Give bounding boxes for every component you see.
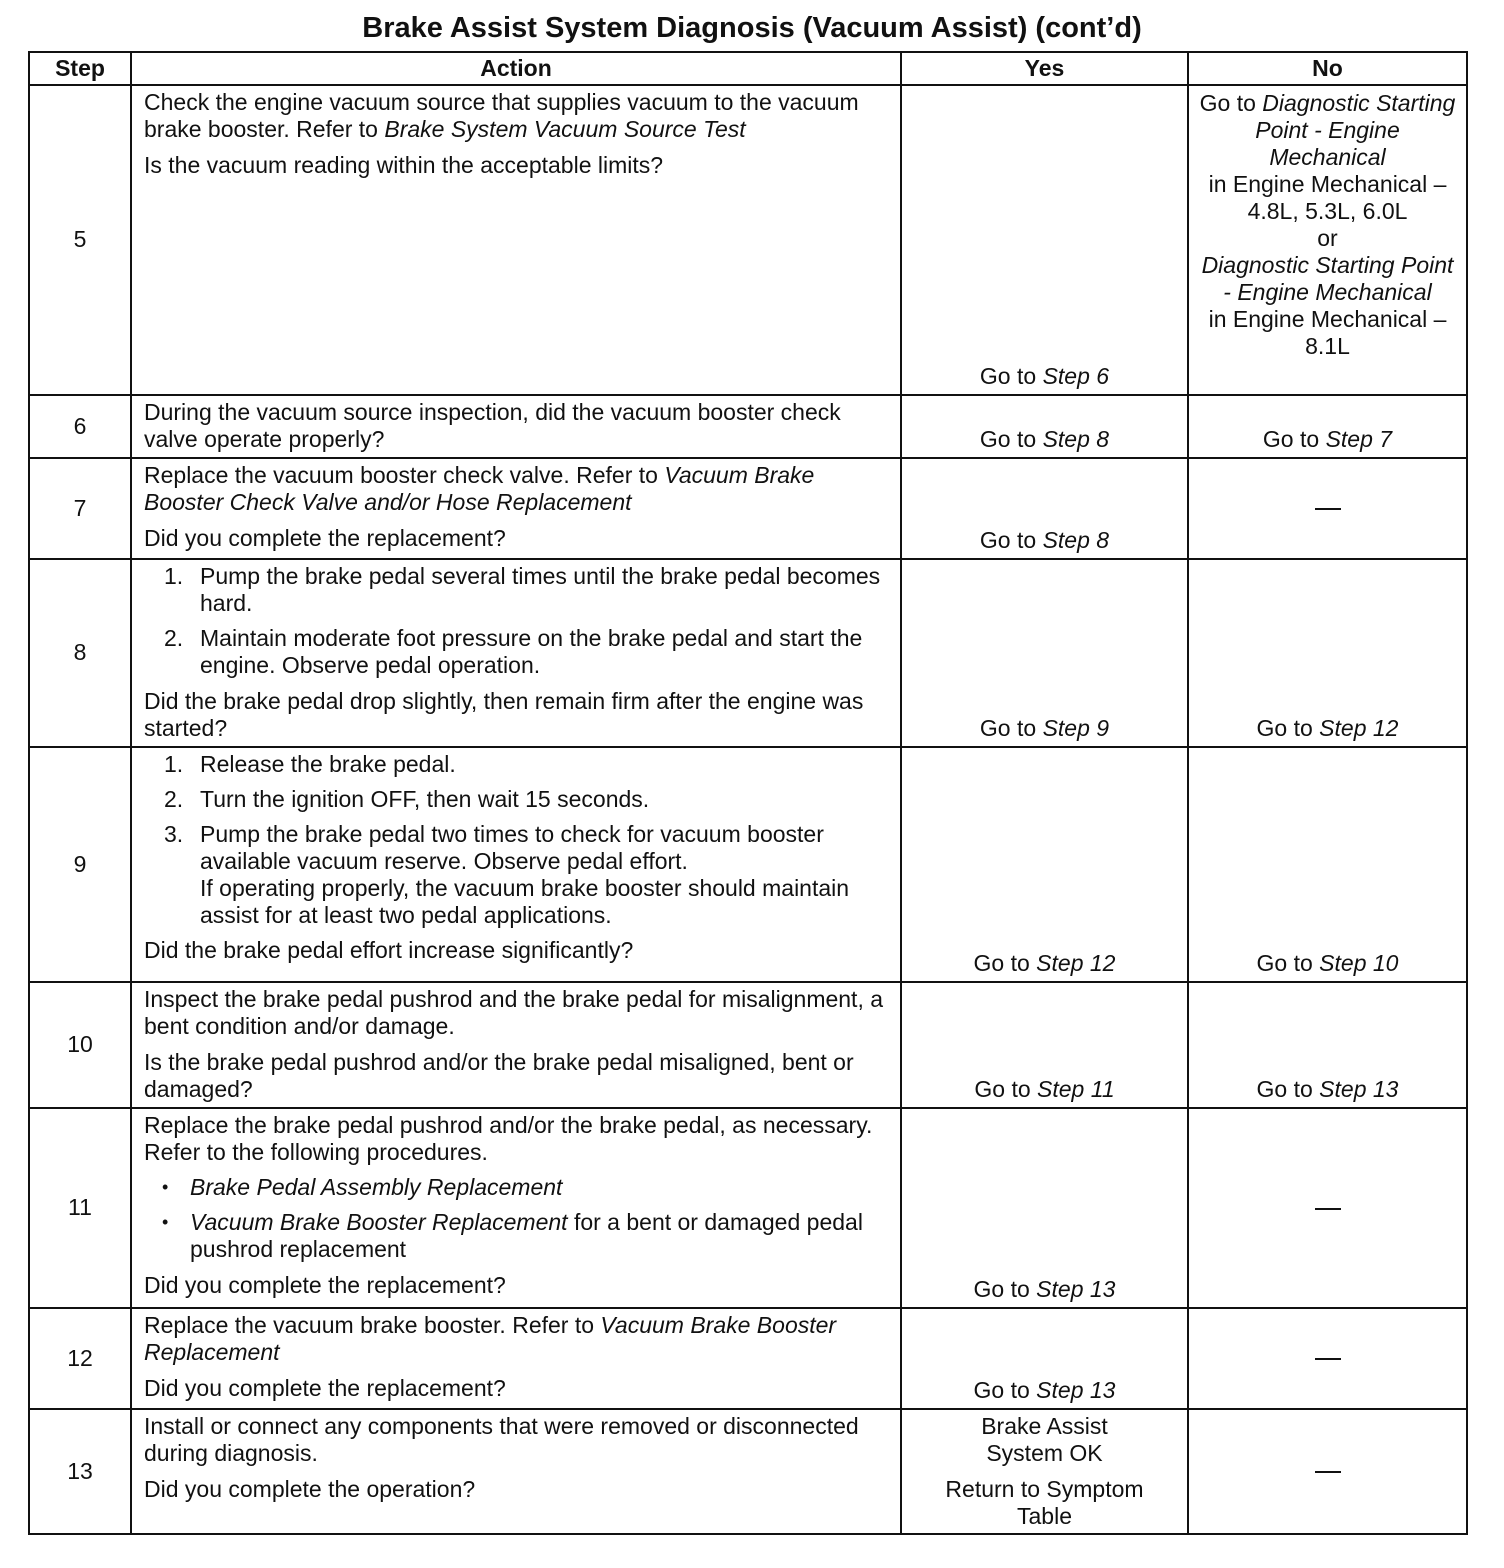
step-number: 12	[29, 1308, 131, 1409]
reference-link: Brake System Vacuum Source Test	[384, 116, 746, 142]
step-reference: Step 8	[1042, 527, 1110, 553]
question-text: Did you complete the replacement?	[144, 1375, 506, 1401]
step-reference: Step 11	[1037, 1076, 1115, 1102]
list-item: 2. Maintain moderate foot pressure on the brake pedal and start the engine. Observe pedal operation.	[164, 625, 863, 678]
no-cell	[1188, 1409, 1467, 1534]
no-cell	[1188, 1308, 1467, 1409]
yes-cell: Go to Step 12	[901, 747, 1188, 982]
reference-link: Vacuum Brake Booster Replacement	[144, 1312, 837, 1365]
diagnosis-table	[28, 51, 1468, 1535]
table-row	[29, 395, 1467, 458]
action-text: Install or connect any components that were removed or disconnected during diagnosis.	[144, 1413, 859, 1466]
yes-cell	[901, 1409, 1188, 1534]
no-cell: Go to Step 7	[1188, 395, 1467, 458]
step-reference: Step 10	[1319, 950, 1399, 976]
table-row	[29, 1308, 1467, 1409]
no-cell: Go to Step 13	[1188, 982, 1467, 1108]
yes-cell: Go to Step 13	[901, 1308, 1188, 1409]
reference-link: Vacuum Brake Booster Replacement	[190, 1209, 568, 1235]
step-reference: Step 13	[1036, 1377, 1116, 1403]
reference-link: Diagnostic Starting Point - Engine Mechanical	[1201, 252, 1454, 305]
action-cell	[131, 1308, 901, 1409]
dash-mark	[1315, 1358, 1341, 1360]
dash-mark	[1315, 508, 1341, 510]
note-text: If operating properly, the vacuum brake booster should maintain assist for at least two pedal applications.	[200, 875, 850, 928]
yes-cell: Go to Step 8	[901, 458, 1188, 559]
yes-cell: Go to Step 11	[901, 982, 1188, 1108]
header-no: No	[1188, 52, 1467, 85]
action-cell	[131, 1409, 901, 1534]
header-step: Step	[29, 52, 131, 85]
yes-cell: Go to Step 9	[901, 559, 1188, 747]
yes-cell: Go to Step 8	[901, 395, 1188, 458]
list-item: 2. Turn the ignition OFF, then wait 15 seconds.	[164, 786, 650, 812]
action-cell	[131, 458, 901, 559]
question-text: Is the brake pedal pushrod and/or the brake pedal misaligned, bent or damaged?	[144, 1049, 854, 1102]
question-text: Did you complete the replacement?	[144, 1272, 506, 1298]
step-reference: Step 8	[1042, 426, 1110, 452]
action-text: Replace the vacuum brake booster. Refer to Vacuum Brake Booster Replacement	[144, 1312, 837, 1365]
action-text: Replace the vacuum booster check valve. Refer to Vacuum Brake Booster Check Valve and/or Hose Replacement	[144, 462, 815, 515]
step-number: 5	[29, 85, 131, 395]
no-cell	[1188, 1108, 1467, 1308]
result-text: Return to Symptom Table	[945, 1476, 1144, 1529]
header-yes: Yes	[901, 52, 1188, 85]
question-text: Is the vacuum reading within the acceptable limits?	[144, 152, 664, 178]
header-action: Action	[131, 52, 901, 85]
result-text: Brake Assist System OK	[981, 1413, 1108, 1466]
step-number: 11	[29, 1108, 131, 1308]
list-item: 3. Pump the brake pedal two times to check for vacuum booster available vacuum reserve. Observe pedal effort.	[164, 821, 824, 874]
action-cell	[131, 747, 901, 982]
reference-link: Vacuum Brake Booster Check Valve and/or Hose Replacement	[144, 462, 815, 515]
step-number: 8	[29, 559, 131, 747]
action-text: Check the engine vacuum source that supplies vacuum to the vacuum brake booster. Refer to Brake System Vacuum Source Test	[144, 89, 859, 142]
no-cell: Go to Step 10	[1188, 747, 1467, 982]
page-title: Brake Assist System Diagnosis (Vacuum Assist) (cont’d)	[362, 12, 1142, 44]
table-row	[29, 1409, 1467, 1534]
step-reference: Step 9	[1042, 715, 1110, 741]
list-item: • Brake Pedal Assembly Replacement	[162, 1174, 563, 1200]
step-number: 9	[29, 747, 131, 982]
reference-link: Diagnostic Starting Point - Engine Mechanical	[1255, 90, 1456, 170]
dash-mark	[1315, 1471, 1341, 1473]
action-cell	[131, 1108, 901, 1308]
action-cell	[131, 85, 901, 395]
step-number: 10	[29, 982, 131, 1108]
step-reference: Step 6	[1042, 363, 1110, 389]
no-cell	[1188, 458, 1467, 559]
question-text: Did you complete the replacement?	[144, 525, 506, 551]
question-text: Did the brake pedal drop slightly, then remain firm after the engine was started?	[144, 688, 864, 741]
step-reference: Step 13	[1319, 1076, 1399, 1102]
yes-cell: Go to Step 13	[901, 1108, 1188, 1308]
yes-cell: Go to Step 6	[901, 85, 1188, 395]
table-row	[29, 982, 1467, 1108]
action-text: Inspect the brake pedal pushrod and the brake pedal for misalignment, a bent condition and/or damage.	[144, 986, 884, 1039]
list-item: • Vacuum Brake Booster Replacement for a bent or damaged pedal pushrod replacement	[162, 1209, 863, 1262]
table-row	[29, 85, 1467, 395]
table-row	[29, 458, 1467, 559]
reference-link: Brake Pedal Assembly Replacement	[190, 1174, 563, 1200]
step-number: 7	[29, 458, 131, 559]
no-cell: Go to Step 12	[1188, 559, 1467, 747]
action-cell	[131, 982, 901, 1108]
question-text: Did you complete the operation?	[144, 1476, 476, 1502]
list-item: 1. Pump the brake pedal several times until the brake pedal becomes hard.	[164, 563, 881, 616]
action-cell	[131, 559, 901, 747]
dash-mark	[1315, 1208, 1341, 1210]
header-row	[29, 52, 1467, 85]
table-row	[29, 747, 1467, 982]
step-number: 6	[29, 395, 131, 458]
table-row	[29, 559, 1467, 747]
action-text: Replace the brake pedal pushrod and/or the brake pedal, as necessary. Refer to the following procedures.	[144, 1112, 873, 1165]
question-text: During the vacuum source inspection, did the vacuum booster check valve operate properly?	[144, 399, 841, 452]
step-reference: Step 12	[1319, 715, 1399, 741]
step-reference: Step 12	[1036, 950, 1116, 976]
step-reference: Step 13	[1036, 1276, 1116, 1302]
no-cell: Go to Diagnostic Starting Point - Engine Mechanical in Engine Mechanical – 4.8L, 5.3L, 6.0L or Diagnostic Starting Point - Engine Mechanical in Engine Mechanical – 8.1L	[1188, 85, 1467, 395]
step-reference: Step 7	[1325, 426, 1393, 452]
table-row	[29, 1108, 1467, 1308]
question-text: Did the brake pedal effort increase significantly?	[144, 937, 634, 963]
list-item: 1. Release the brake pedal.	[164, 751, 456, 777]
action-cell	[131, 395, 901, 458]
step-number: 13	[29, 1409, 131, 1534]
